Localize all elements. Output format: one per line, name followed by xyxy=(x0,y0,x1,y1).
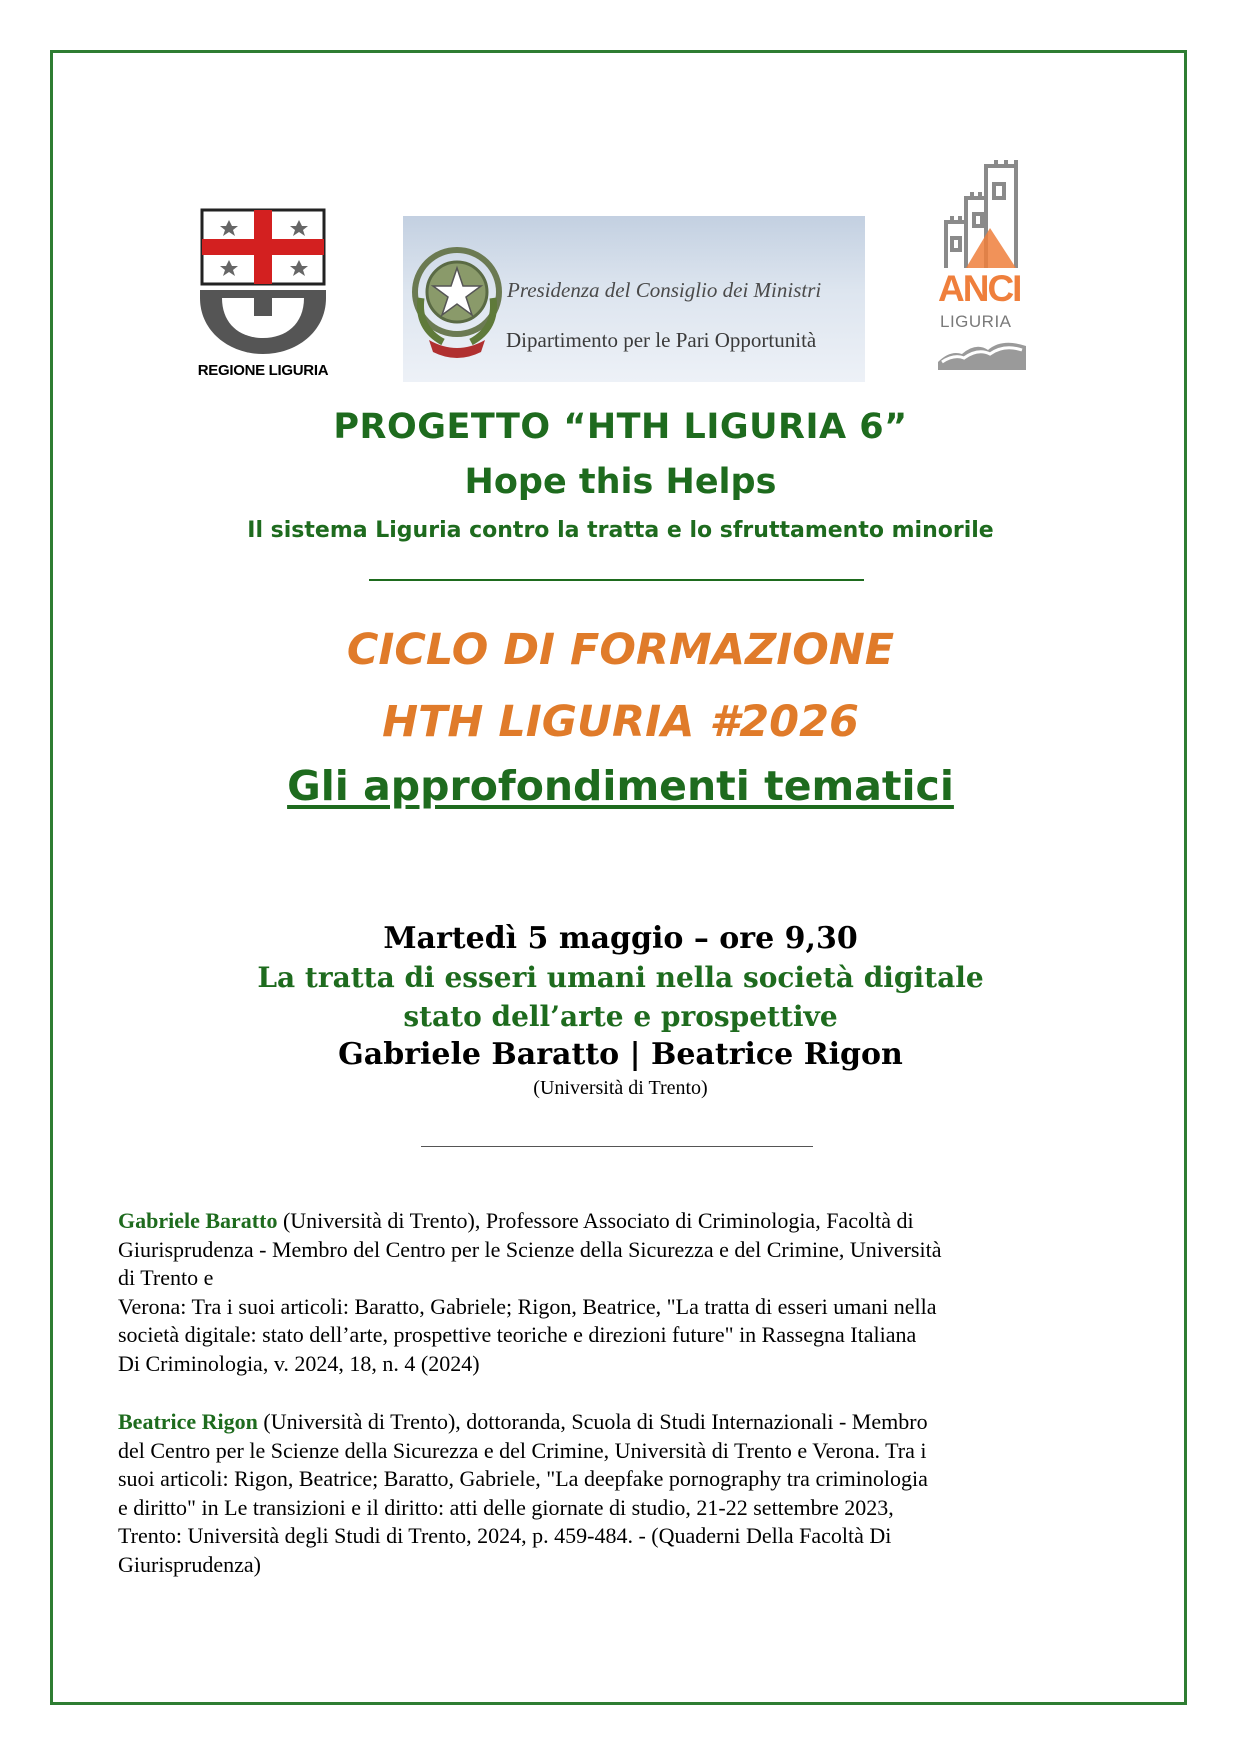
bio-line: Verona: Tra i suoi articoli: Baratto, Gabriele; Rigon, Beatrice, "La tratta di esseri umani nella xyxy=(118,1293,937,1319)
bio-line: e diritto" in Le transizioni e il diritto: atti delle giornate di studio, 21-22 settembre 2023, xyxy=(118,1494,894,1520)
bio-line: società digitale: stato dell’arte, prospettive teoriche e direzioni future" in Rassegna Italiana xyxy=(118,1322,917,1347)
bio-line: del Centro per le Scienze della Sicurezza e del Crimine, Università di Trento e Verona. Tra i xyxy=(118,1437,927,1463)
divider xyxy=(369,579,864,581)
project-subtitle: Hope this Helps xyxy=(464,462,777,502)
event-title-line1: La tratta di esseri umani nella società digitale xyxy=(257,961,984,994)
event-speakers: Gabriele Baratto | Beatrice Rigon xyxy=(338,1037,903,1072)
bio-line: suoi articoli: Rigon, Beatrice; Baratto, Gabriele, "La deepfake pornography tra criminologia xyxy=(118,1466,928,1491)
divider xyxy=(421,1146,813,1147)
theme-title: Gli approfondimenti tematici xyxy=(287,762,954,810)
presidenza-line2: Dipartimento per le Pari Opportunità xyxy=(506,328,817,352)
bio-name: Gabriele Baratto xyxy=(118,1208,278,1233)
event-date: Martedì 5 maggio – ore 9,30 xyxy=(383,921,858,956)
event-affiliation: (Università di Trento) xyxy=(533,1077,708,1099)
regione-liguria-logo xyxy=(192,206,334,382)
italian-republic-emblem-icon xyxy=(407,228,507,368)
anci-word: ANCI xyxy=(938,268,1021,309)
regione-liguria-caption: REGIONE LIGURIA xyxy=(197,362,329,379)
project-title: PROGETTO “HTH LIGURIA 6” xyxy=(333,407,908,447)
anci-sub: LIGURIA xyxy=(940,312,1012,331)
bio-gabriele-baratto xyxy=(118,1207,1118,1378)
bio-line: Gabriele Baratto (Università di Trento), Professore Associato di Criminologia, Facoltà di xyxy=(118,1208,914,1233)
mountain-icon xyxy=(936,332,1028,372)
bio-line: Di Criminologia, v. 2024, 18, n. 4 (2024) xyxy=(118,1350,480,1376)
bio-beatrice-rigon xyxy=(118,1408,1118,1579)
bio-line: Giurisprudenza - Membro del Centro per le Scienze della Sicurezza e del Crimine, Università xyxy=(118,1236,942,1262)
anci-liguria-logo xyxy=(936,158,1028,372)
regione-liguria-shield-icon xyxy=(192,206,334,356)
project-tagline: Il sistema Liguria contro la tratta e lo sfruttamento minorile xyxy=(247,518,994,543)
cycle-title-line2: HTH LIGURIA #2026 xyxy=(382,697,859,747)
bio-line: di Trento e xyxy=(118,1265,214,1290)
event-title-line2: stato dell’arte e prospettive xyxy=(403,1000,838,1033)
towers-icon xyxy=(936,158,1028,270)
presidenza-consiglio-logo xyxy=(403,216,865,382)
bio-name: Beatrice Rigon xyxy=(118,1409,258,1434)
bio-line: Trento: Università degli Studi di Trento, 2024, p. 459-484. - (Quaderni Della Facoltà Di xyxy=(118,1523,892,1548)
bio-line: Beatrice Rigon (Università di Trento), dottoranda, Scuola di Studi Internazionali - Membro xyxy=(118,1409,928,1434)
cycle-title-line1: CICLO DI FORMAZIONE xyxy=(346,625,895,675)
presidenza-line1: Presidenza del Consiglio dei Ministri xyxy=(507,278,822,302)
bio-line: Giurisprudenza) xyxy=(118,1551,261,1577)
